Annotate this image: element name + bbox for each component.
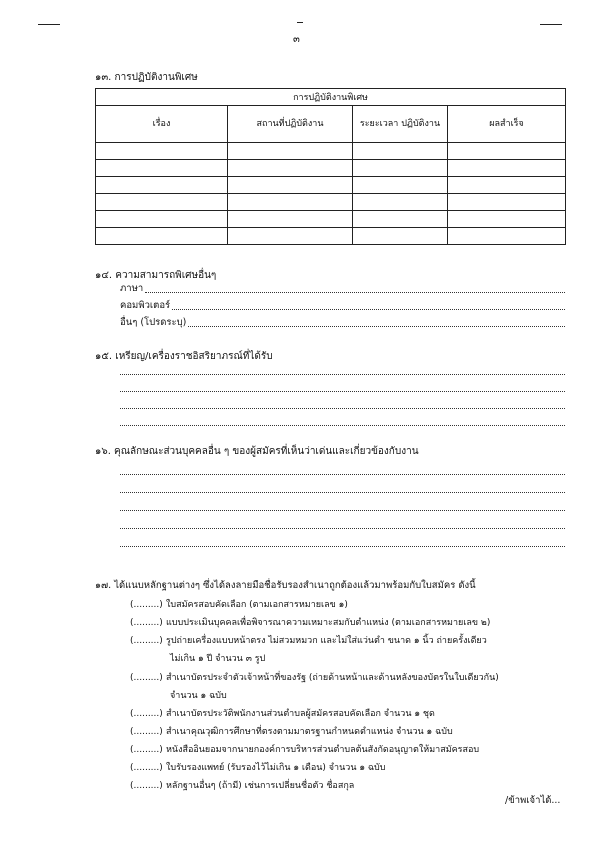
fill-line <box>120 374 565 375</box>
attachment-item <box>130 670 499 684</box>
attachment-item <box>130 742 479 756</box>
special-work-table <box>95 88 566 245</box>
item-text: ใบรับรองแพทย์ (รับรองไว้ไม่เกิน ๑ เดือน) จำนวน ๑ ฉบับ <box>166 763 386 773</box>
checkbox-mark: (.........) <box>130 636 163 646</box>
col-location: สถานที่ปฏิบัติงาน <box>228 106 353 143</box>
fill-line <box>120 510 565 511</box>
fill-line <box>120 474 565 475</box>
col-result: ผลสำเร็จ <box>448 106 566 143</box>
language-field <box>120 282 565 296</box>
table-row <box>96 160 566 177</box>
fill-line <box>120 391 565 392</box>
table-row <box>96 143 566 160</box>
attachment-item <box>130 615 490 629</box>
fill-line <box>188 325 565 327</box>
page-number: ๓ <box>293 34 300 45</box>
field-label: คอมพิวเตอร์ <box>120 300 171 311</box>
center-mark <box>297 22 303 23</box>
item-text: แบบประเมินบุคคลเพื่อพิจารณาความเหมาะสมกับตำแหน่ง (ตามเอกสารหมายเลข ๒) <box>166 618 491 628</box>
section-17-title: ๑๗. ได้แนบหลักฐานต่างๆ ซึ่งได้ลงลายมือชื่อรับรองสำเนาถูกต้องแล้วมาพร้อมกับใบสมัคร ดังนี้ <box>95 580 476 591</box>
computer-field <box>120 299 565 313</box>
checkbox-mark: (.........) <box>130 618 163 628</box>
fill-line <box>172 308 565 310</box>
item-text: รูปถ่ายเครื่องแบบหน้าตรง ไม่สวมหมวก และไม่ใส่แว่นตำ ขนาด ๑ นิ้ว ถ่ายครั้งเดียว <box>166 636 487 646</box>
table-row <box>96 177 566 194</box>
field-label: ภาษา <box>120 283 144 294</box>
attachment-item <box>130 760 385 774</box>
fill-line <box>120 408 565 409</box>
table-row <box>96 194 566 211</box>
checkbox-mark: (.........) <box>130 763 163 773</box>
item-text: สำเนาบัตรประจำตัวเจ้าหน้าที่ของรัฐ (ถ่ายด้านหน้าและด้านหลังของบัตรในใบเดียวกัน) <box>166 673 499 683</box>
item-continuation: ไม่เกิน ๑ ปี จำนวน ๓ รูป <box>170 654 266 664</box>
corner-mark-right <box>540 24 562 25</box>
attachment-item <box>130 597 348 611</box>
item-text: สำเนาบัตรประวัติพนักงานส่วนตำบลผู้สมัครสอบคัดเลือก จำนวน ๑ ชุด <box>166 709 435 719</box>
attachment-item <box>130 633 487 647</box>
fill-line <box>120 528 565 529</box>
section-16-title: ๑๖. คุณลักษณะส่วนบุคคลอื่น ๆ ของผู้สมัครที่เห็นว่าเด่นและเกี่ยวข้องกับงาน <box>95 446 419 457</box>
item-text: สำเนาคุณวุฒิการศึกษาที่ตรงตามมาตรฐานกำหนดตำแหน่ง จำนวน ๑ ฉบับ <box>166 727 453 737</box>
item-continuation: จำนวน ๑ ฉบับ <box>170 691 227 701</box>
checkbox-mark: (.........) <box>130 727 163 737</box>
fill-line <box>120 546 565 547</box>
checkbox-mark: (.........) <box>130 709 163 719</box>
other-field <box>120 316 565 330</box>
attachment-item <box>130 778 354 792</box>
fill-line <box>120 425 565 426</box>
fill-line <box>120 492 565 493</box>
table-row <box>96 228 566 245</box>
item-text: หลักฐานอื่นๆ (ถ้ามี) เช่นการเปลี่ยนชื่อตัว ชื่อสกุล <box>166 781 355 791</box>
attachment-item <box>130 724 453 738</box>
corner-mark-left <box>38 24 60 25</box>
table-group-header: การปฏิบัติงานพิเศษ <box>96 89 566 106</box>
checkbox-mark: (.........) <box>130 745 163 755</box>
section-15-title: ๑๕. เหรียญ/เครื่องราชอิสริยาภรณ์ที่ได้รับ <box>95 351 273 362</box>
section-13-title: ๑๓. การปฏิบัติงานพิเศษ <box>95 72 198 83</box>
item-text: ใบสมัครสอบคัดเลือก (ตามเอกสารหมายเลข ๑) <box>166 600 348 610</box>
checkbox-mark: (.........) <box>130 600 163 610</box>
col-duration: ระยะเวลา ปฏิบัติงาน <box>353 106 448 143</box>
col-subject: เรื่อง <box>96 106 228 143</box>
field-label: อื่นๆ (โปรดระบุ) <box>120 317 187 328</box>
checkbox-mark: (.........) <box>130 781 163 791</box>
checkbox-mark: (.........) <box>130 673 163 683</box>
fill-line <box>145 291 565 293</box>
item-text: หนังสืออินยอมจากนายกองค์การบริหารส่วนตำบลต้นสังกัดอนุญาตให้มาสมัครสอบ <box>166 745 480 755</box>
continuation-note: /ข้าพเจ้าได้... <box>505 795 561 806</box>
section-14-title: ๑๔. ความสามารถพิเศษอื่นๆ <box>95 270 217 281</box>
table-row <box>96 211 566 228</box>
attachment-item <box>130 706 435 720</box>
